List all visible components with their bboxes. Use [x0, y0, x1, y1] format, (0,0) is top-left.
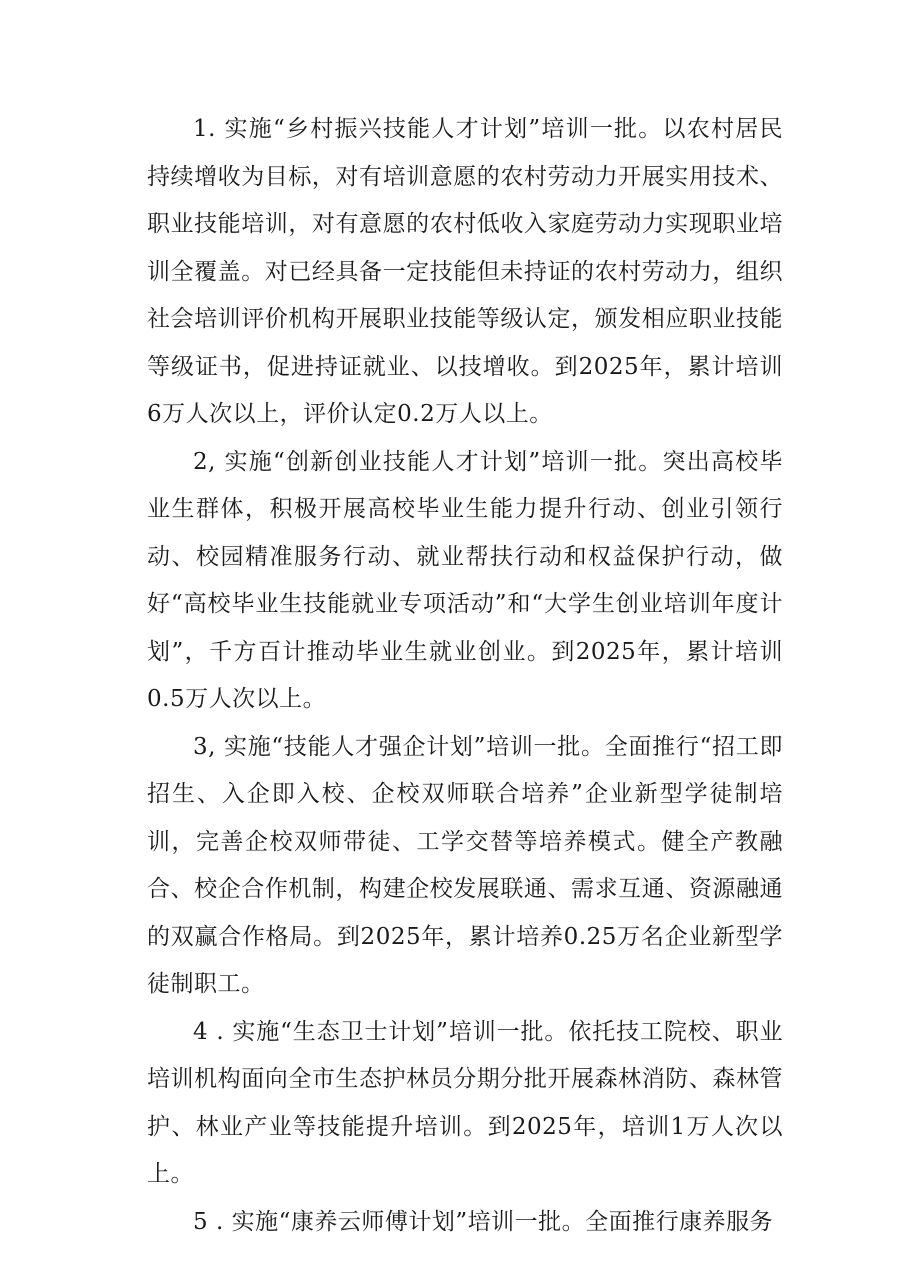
paragraph-skilled-talent-enterprise: 3, 实施“技能人才强企计划”培训一批。全面推行“招工即招生、入企即入校、企校双师联合培养”企业新型学徒制培训，完善企校双师带徒、工学交替等培养模式。健全产教融合、校企合作机制，构建企校发展联通、需求互通、资源融通的双赢合作格局。到2025年，累计培养0.25万名企业新型学徒制职工。 [147, 733, 783, 997]
paragraph-health-care-master: 5 . 实施“康养云师傅计划”培训一批。全面推行康养服务 [193, 1208, 774, 1235]
paragraph-innovation-entrepreneurship: 2, 实施“创新创业技能人才计划”培训一批。突出高校毕业生群体，积极开展高校毕业生能力提升行动、创业引领行动、校园精准服务行动、就业帮扶行动和权益保护行动，做好“高校毕业生技能就业专项活动”和“大学生创业培训年度计划”，千方百计推动毕业生就业创业。到2025年，累计培训0.5万人次以上。 [147, 448, 783, 712]
paragraph-ecological-guardian: 4 . 实施“生态卫士计划”培训一批。依托技工院校、职业培训机构面向全市生态护林员分期分批开展森林消防、森林管护、林业产业等技能提升培训。到2025年，培训1万人次以上。 [147, 1018, 783, 1187]
document-body [147, 106, 783, 1246]
paragraph-rural-revitalization: 1. 实施“乡村振兴技能人才计划”培训一批。以农村居民持续增收为目标，对有培训意愿的农村劳动力开展实用技术、职业技能培训，对有意愿的农村低收入家庭劳动力实现职业培训全覆盖。对已经具备一定技能但未持证的农村劳动力，组织社会培训评价机构开展职业技能等级认定，颁发相应职业技能等级证书，促进持证就业、以技增收。到2025年，累计培训6万人次以上，评价认定0.2万人以上。 [147, 116, 783, 427]
